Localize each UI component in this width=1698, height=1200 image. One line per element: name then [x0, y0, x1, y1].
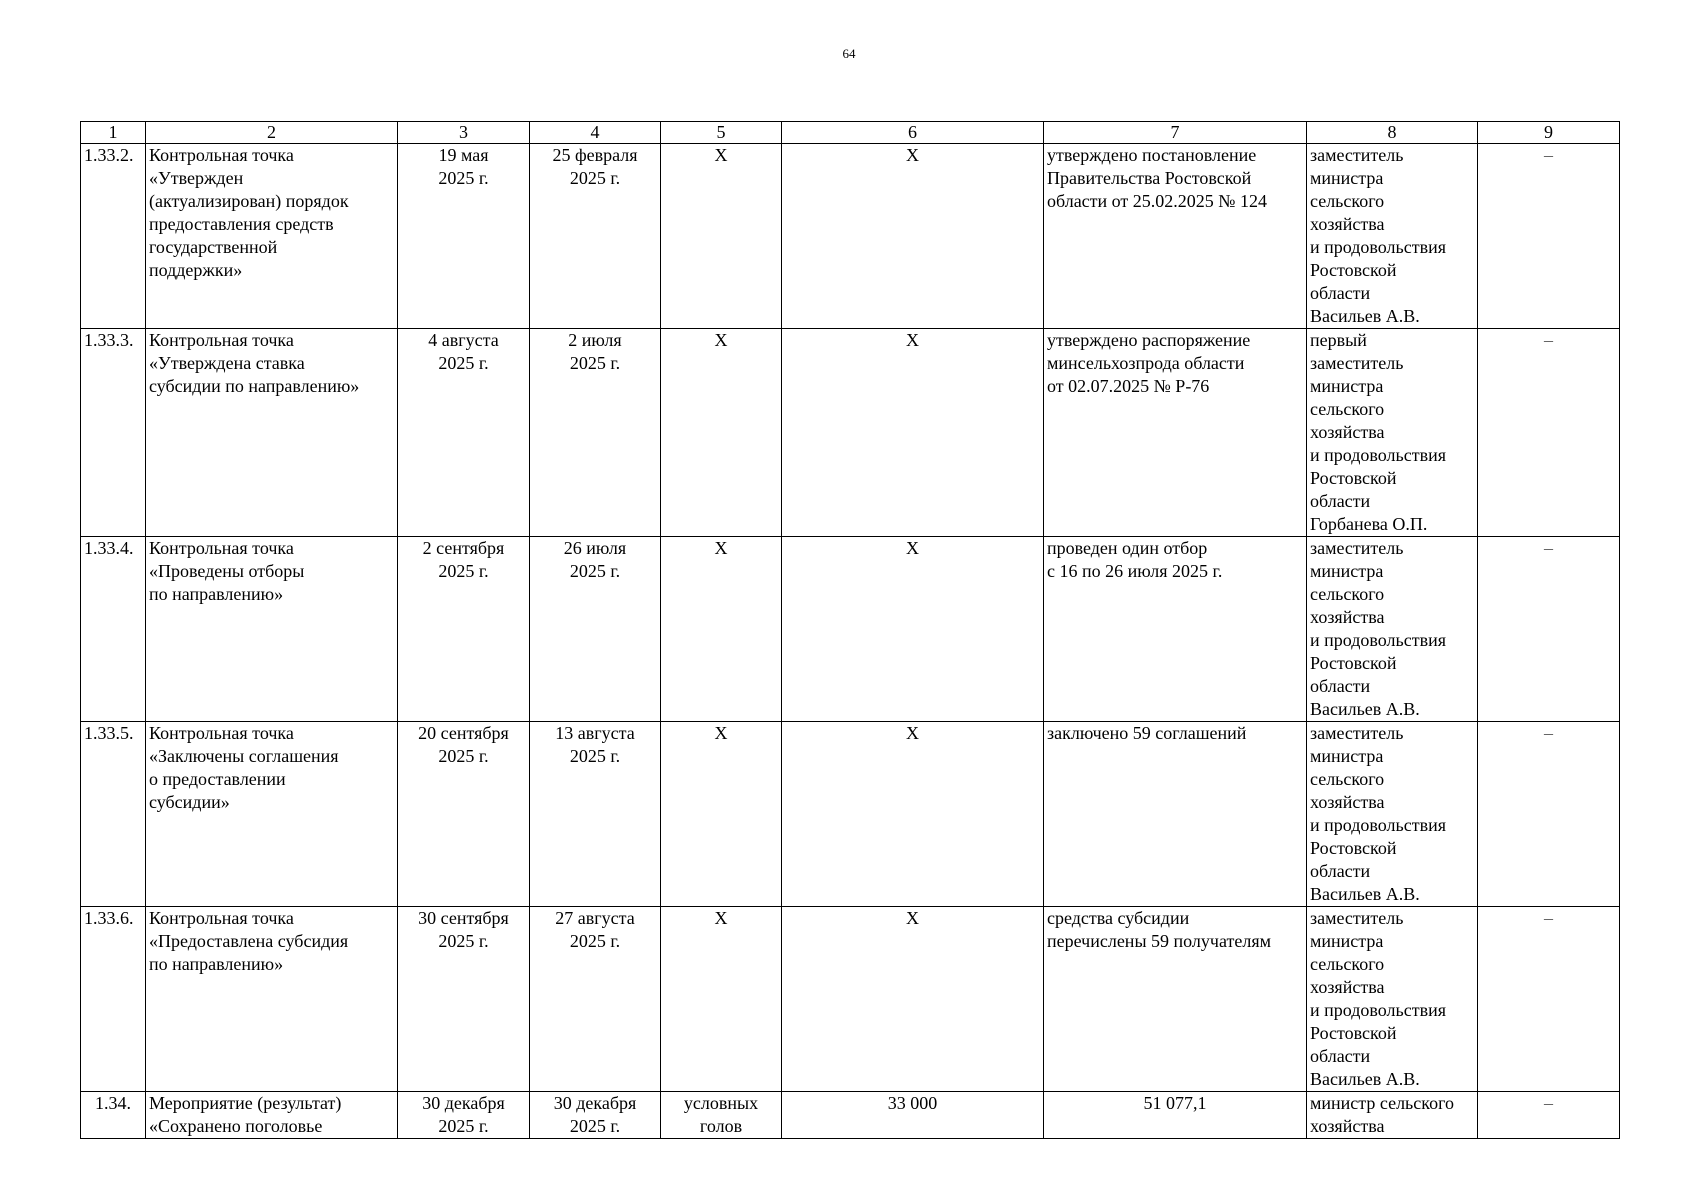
column-header: 6	[782, 122, 1044, 144]
responsible: заместитель министра сельского хозяйства и продовольствия Ростовской области Васильев А.В.	[1307, 537, 1478, 722]
column-header: 5	[661, 122, 782, 144]
column-header: 1	[81, 122, 146, 144]
plan-date: 30 сентября 2025 г.	[398, 907, 530, 1092]
plan-date: 30 декабря 2025 г.	[398, 1092, 530, 1139]
plan-date: 20 сентября 2025 г.	[398, 722, 530, 907]
table-row	[81, 537, 1620, 722]
column-header: 4	[530, 122, 661, 144]
unit: X	[661, 144, 782, 329]
responsible: первый заместитель министра сельского хозяйства и продовольствия Ростовской области Горбанева О.П.	[1307, 329, 1478, 537]
row-name: Мероприятие (результат) «Сохранено поголовье	[146, 1092, 398, 1139]
row-number: 1.33.5.	[81, 722, 146, 907]
value: X	[782, 144, 1044, 329]
value: X	[782, 722, 1044, 907]
unit: X	[661, 329, 782, 537]
fact-date: 26 июля 2025 г.	[530, 537, 661, 722]
unit: X	[661, 722, 782, 907]
note: –	[1478, 907, 1620, 1092]
unit: условных голов	[661, 1092, 782, 1139]
page-number: 64	[842, 46, 856, 61]
row-name: Контрольная точка «Проведены отборы по направлению»	[146, 537, 398, 722]
row-number: 1.33.2.	[81, 144, 146, 329]
status: утверждено распоряжение минсельхозпрода области от 02.07.2025 № Р-76	[1044, 329, 1307, 537]
note: –	[1478, 329, 1620, 537]
note: –	[1478, 144, 1620, 329]
plan-date: 2 сентября 2025 г.	[398, 537, 530, 722]
row-number: 1.33.3.	[81, 329, 146, 537]
column-header: 8	[1307, 122, 1478, 144]
value: X	[782, 537, 1044, 722]
fact-date: 27 августа 2025 г.	[530, 907, 661, 1092]
status: средства субсидии перечислены 59 получателям	[1044, 907, 1307, 1092]
status: проведен один отбор с 16 по 26 июля 2025 г.	[1044, 537, 1307, 722]
column-header: 2	[146, 122, 398, 144]
fact-date: 25 февраля 2025 г.	[530, 144, 661, 329]
plan-date: 19 мая 2025 г.	[398, 144, 530, 329]
row-name: Контрольная точка «Утверждена ставка субсидии по направлению»	[146, 329, 398, 537]
status: утверждено постановление Правительства Ростовской области от 25.02.2025 № 124	[1044, 144, 1307, 329]
responsible: заместитель министра сельского хозяйства и продовольствия Ростовской области Васильев А.В.	[1307, 722, 1478, 907]
table-header-row	[81, 122, 1620, 144]
unit: X	[661, 537, 782, 722]
column-header: 7	[1044, 122, 1307, 144]
column-header: 3	[398, 122, 530, 144]
responsible: министр сельского хозяйства	[1307, 1092, 1478, 1139]
fact-date: 30 декабря 2025 г.	[530, 1092, 661, 1139]
responsible: заместитель министра сельского хозяйства и продовольствия Ростовской области Васильев А.В.	[1307, 907, 1478, 1092]
row-name: Контрольная точка «Заключены соглашения о предоставлении субсидии»	[146, 722, 398, 907]
unit: X	[661, 907, 782, 1092]
value: 33 000	[782, 1092, 1044, 1139]
table-row	[81, 144, 1620, 329]
fact-date: 13 августа 2025 г.	[530, 722, 661, 907]
note: –	[1478, 1092, 1620, 1139]
row-name: Контрольная точка «Предоставлена субсидия по направлению»	[146, 907, 398, 1092]
note: –	[1478, 537, 1620, 722]
table-row	[81, 1092, 1620, 1139]
row-name: Контрольная точка «Утвержден (актуализирован) порядок предоставления средств государственной поддержки»	[146, 144, 398, 329]
value: X	[782, 907, 1044, 1092]
row-number: 1.33.6.	[81, 907, 146, 1092]
report-table	[80, 121, 1620, 1139]
table-row	[81, 722, 1620, 907]
table-row	[81, 907, 1620, 1092]
plan-date: 4 августа 2025 г.	[398, 329, 530, 537]
fact-date: 2 июля 2025 г.	[530, 329, 661, 537]
responsible: заместитель министра сельского хозяйства и продовольствия Ростовской области Васильев А.В.	[1307, 144, 1478, 329]
note: –	[1478, 722, 1620, 907]
row-number: 1.34.	[81, 1092, 146, 1139]
status: заключено 59 соглашений	[1044, 722, 1307, 907]
column-header: 9	[1478, 122, 1620, 144]
status: 51 077,1	[1044, 1092, 1307, 1139]
table-row	[81, 329, 1620, 537]
row-number: 1.33.4.	[81, 537, 146, 722]
value: X	[782, 329, 1044, 537]
